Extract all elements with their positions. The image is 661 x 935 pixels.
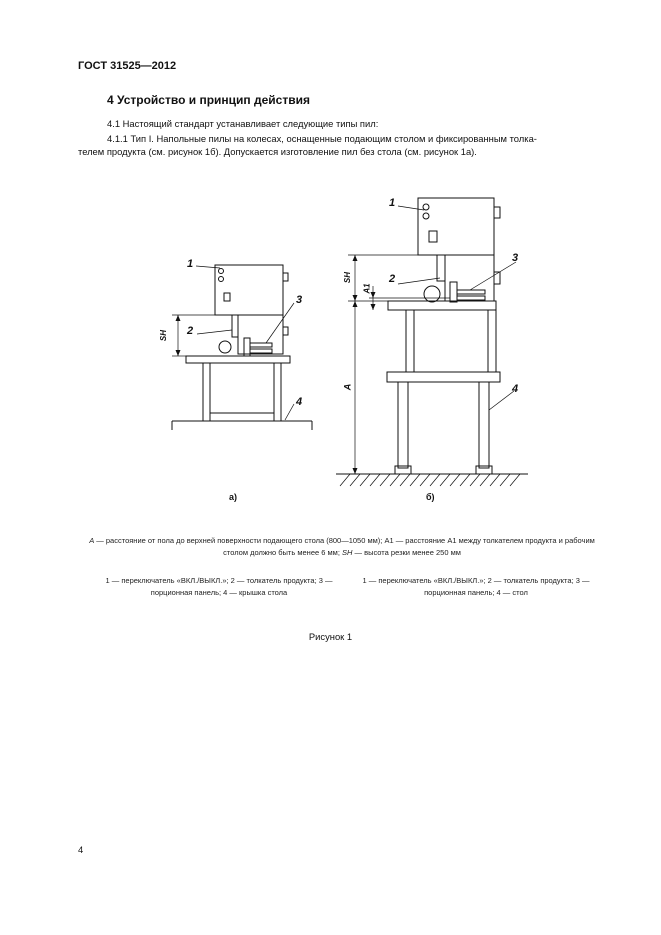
dim-right-a: A (342, 383, 353, 391)
caption-a-symbol: A (89, 536, 95, 545)
figure-title: Рисунок 1 (308, 631, 353, 642)
legend-right: 1 — переключатель «ВКЛ./ВЫКЛ.»; 2 — толкатель продукта; 3 — порционная панель; 4 — стол (362, 576, 590, 597)
callout-right-2: 2 (389, 273, 396, 285)
legend-left: 1 — переключатель «ВКЛ./ВЫКЛ.»; 2 — толкатель продукта; 3 — порционная панель; 4 — крышка стола (105, 576, 333, 597)
document-header: ГОСТ 31525—2012 (78, 60, 177, 72)
saw-left (172, 265, 312, 430)
callout-left-4: 4 (296, 396, 303, 408)
figure-caption (82, 535, 602, 559)
sublabel-b: б) (426, 492, 435, 502)
caption-a-text: — расстояние от пола до верхней поверхности подающего стола (800—1050 мм); A1 — расстояние A1 между толкателем продукта и рабочим столом должно быть менее 6 мм; (94, 536, 595, 557)
dim-right-sh: SH (343, 271, 353, 284)
page-number: 4 (78, 844, 84, 855)
section-title: 4 Устройство и принцип действия (107, 93, 310, 107)
caption-sh-symbol: SH (342, 548, 353, 557)
caption-sh-text: — высота резки менее 250 мм (352, 548, 461, 557)
paragraph-4-1: 4.1 Настоящий стандарт устанавливает следующие типы пил: (107, 118, 379, 129)
callout-left-1: 1 (187, 258, 194, 270)
callout-left-2: 2 (187, 325, 194, 337)
callout-right-1: 1 (389, 197, 396, 209)
callout-right-4: 4 (512, 383, 519, 395)
paragraph-4-1-1: 4.1.1 Тип I. Напольные пилы на колесах, оснащенные подающим столом и фиксированным толка- (107, 133, 537, 144)
dim-left-sh: SH (159, 329, 169, 342)
sublabel-a: а) (229, 492, 238, 502)
paragraph-4-1-1-cont: телем продукта (см. рисунок 1б). Допускается изготовление пил без стола (см. рисунок 1а). (78, 146, 477, 157)
saw-right (336, 198, 528, 486)
dim-right-a1: A1 (362, 283, 372, 294)
callout-right-3: 3 (512, 252, 519, 264)
callout-left-3: 3 (296, 294, 303, 306)
